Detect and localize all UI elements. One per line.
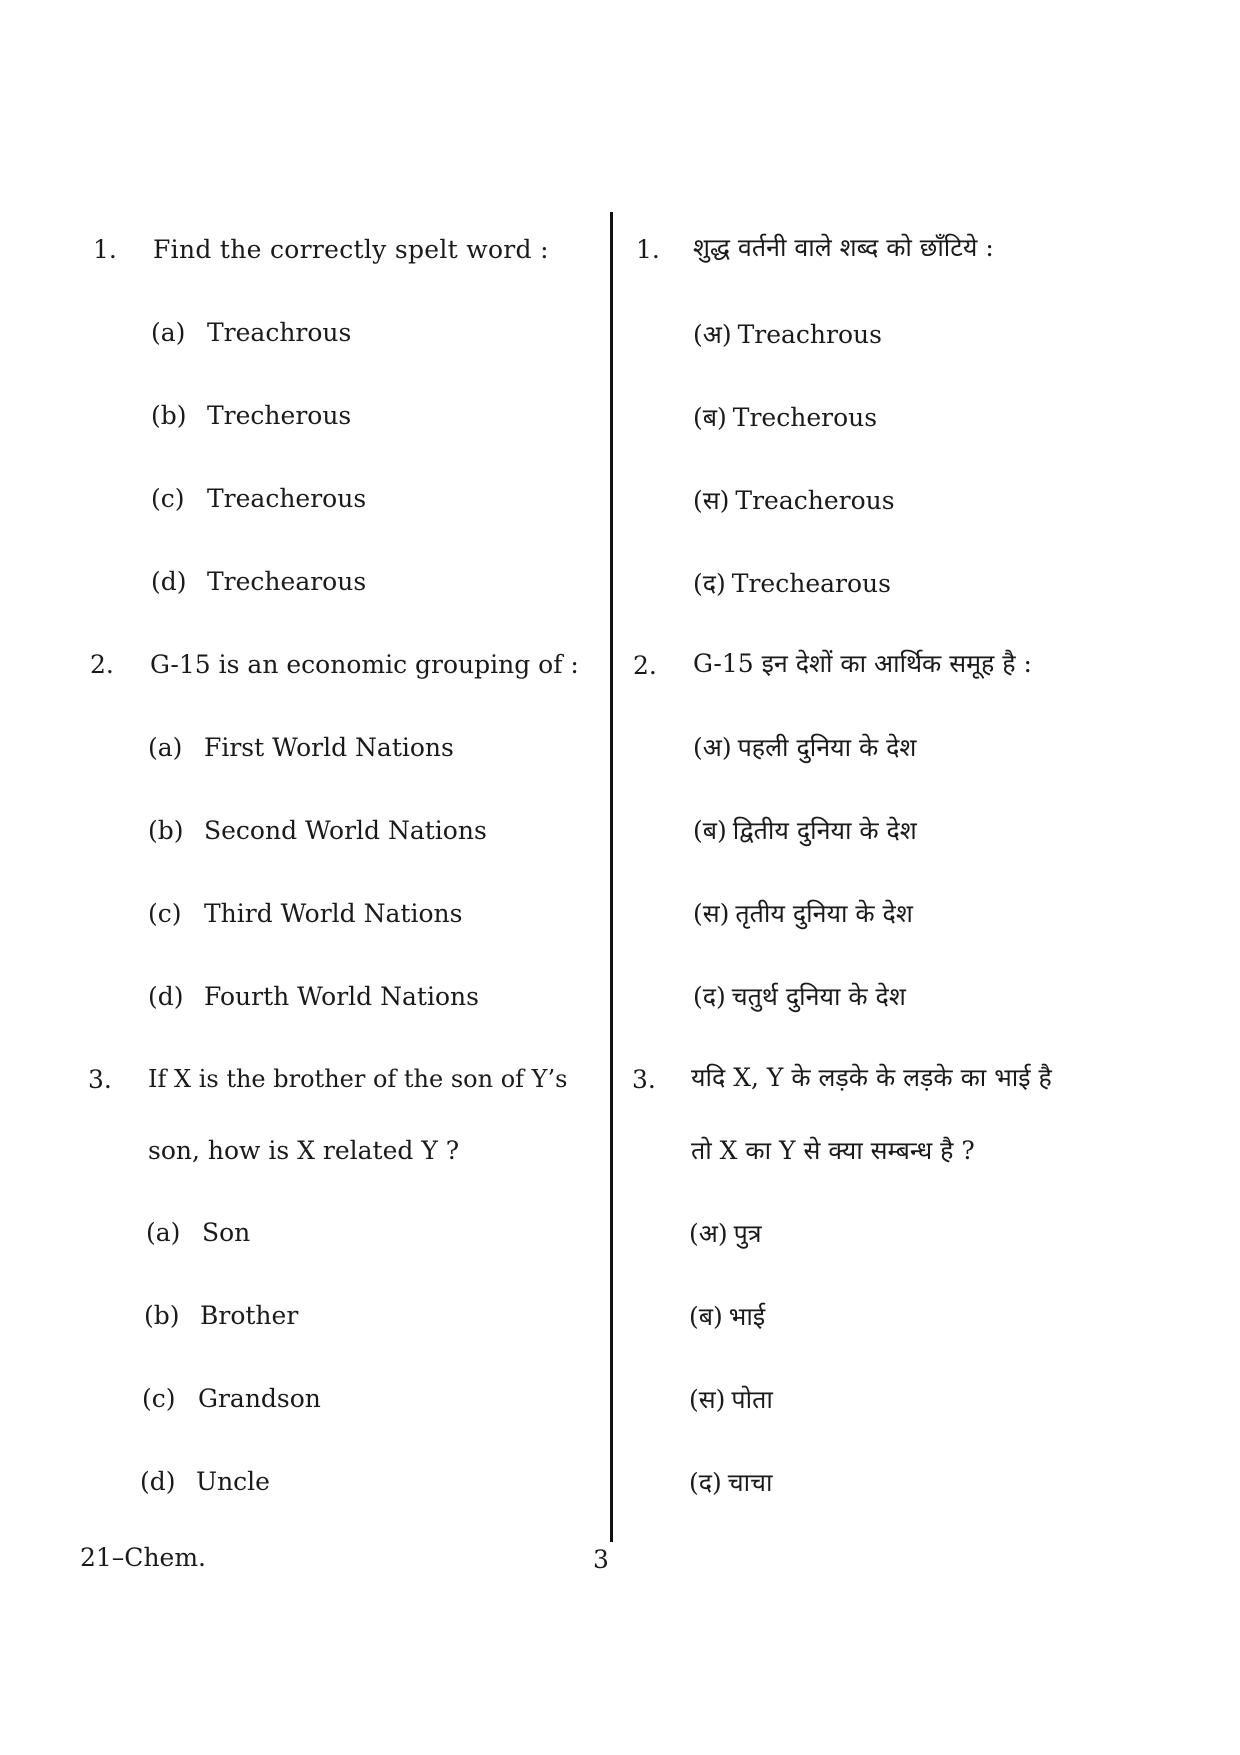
option: (ब) द्वितीय दुनिया के देश [693,816,917,845]
option: (b) Trecherous [151,401,352,430]
option: (d) Uncle [140,1467,270,1496]
option: (d) Trechearous [151,567,367,596]
option: (स) Treacherous [693,486,895,515]
option: (a) Treachrous [151,318,352,347]
option: (a) Son [146,1218,251,1247]
option: (b) Brother [144,1301,299,1330]
question-text: शुद्ध वर्तनी वाले शब्द को छाँटिये : [693,233,994,262]
option: (अ) पुत्र [689,1219,762,1248]
question-text: G-15 इन देशों का आर्थिक समूह है : [693,649,1032,678]
option: (d) Fourth World Nations [148,982,479,1011]
option: (ब) भाई [689,1302,766,1331]
question-text-continued: son, how is X related Y ? [148,1136,460,1165]
column-divider [610,212,613,1542]
option: (स) पोता [689,1385,773,1414]
option: (द) चतुर्थ दुनिया के देश [693,982,906,1011]
question-text: Find the correctly spelt word : [153,235,549,264]
question-number: 1. [93,235,117,264]
page-number: 3 [593,1545,609,1574]
option: (c) Grandson [142,1384,321,1413]
option: (द) चाचा [689,1468,773,1497]
option: (c) Third World Nations [148,899,463,928]
option: (c) Treacherous [151,484,367,513]
question-number: 3. [88,1065,112,1094]
option: (अ) पहली दुनिया के देश [693,733,917,762]
paper-code: 21–Chem. [80,1543,206,1572]
question-text-continued: तो X का Y से क्या सम्बन्ध है ? [691,1136,975,1165]
option: (अ) Treachrous [693,320,882,349]
option: (द) Trechearous [693,569,891,598]
question-text: यदि X, Y के लड़के के लड़के का भाई है [691,1063,1052,1092]
question-number: 2. [90,650,114,679]
question-number: 2. [633,651,657,680]
question-text: G-15 is an economic grouping of : [150,650,579,679]
option: (a) First World Nations [148,733,454,762]
option: (स) तृतीय दुनिया के देश [693,899,913,928]
option: (ब) Trecherous [693,403,878,432]
question-number: 3. [632,1065,656,1094]
question-text: If X is the brother of the son of Y’s [148,1065,568,1093]
question-number: 1. [636,235,660,264]
option: (b) Second World Nations [148,816,487,845]
